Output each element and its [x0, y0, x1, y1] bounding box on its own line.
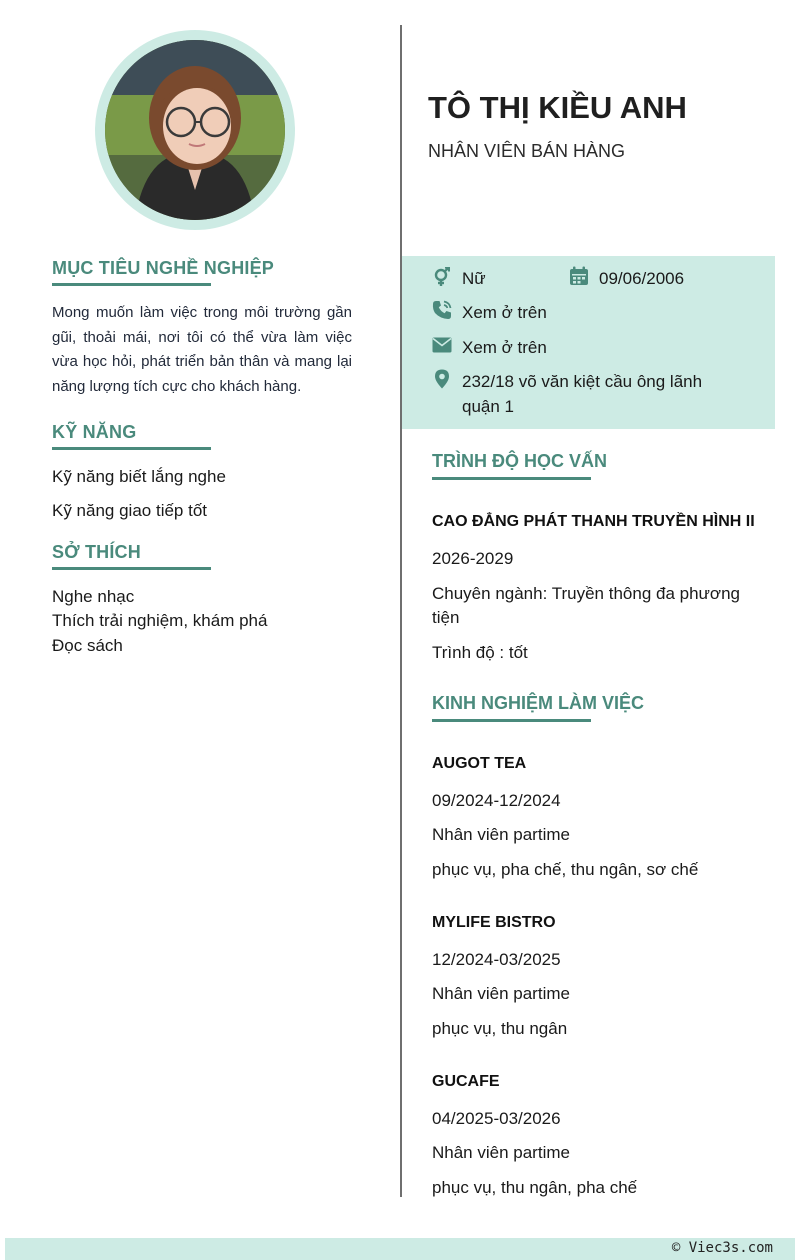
objective-text: Mong muốn làm việc trong môi trường gần gũi, thoải mái, nơi tôi có thể vừa làm việc vừa học hỏi, phát triển bản thân và mang lại năng lượng tích cực cho khách hàng.	[52, 304, 352, 395]
job-role: Nhân viên partime	[432, 984, 570, 1003]
skills-underline	[52, 447, 211, 450]
email-text: Xem ở trên	[462, 338, 547, 357]
phone-icon	[432, 300, 452, 320]
job-period: 12/2024-03/2025	[432, 950, 561, 969]
skill-item: Kỹ năng biết lắng nghe	[52, 467, 226, 486]
education-major-line2: tiện	[432, 608, 460, 627]
education-title: TRÌNH ĐỘ HỌC VẤN	[432, 451, 607, 471]
hobby-item: Đọc sách	[52, 636, 123, 655]
phone-text: Xem ở trên	[462, 303, 547, 322]
job-role: Nhân viên partime	[432, 825, 570, 844]
candidate-position: NHÂN VIÊN BÁN HÀNG	[428, 141, 626, 161]
job-period: 09/2024-12/2024	[432, 791, 561, 810]
hobbies-title: SỞ THÍCH	[52, 542, 141, 562]
experience-underline	[432, 719, 591, 722]
job-duties: phục vụ, thu ngân	[432, 1019, 568, 1038]
job-duties: phục vụ, thu ngân, pha chế	[432, 1178, 638, 1197]
avatar	[105, 40, 285, 220]
job-role: Nhân viên partime	[432, 1143, 570, 1162]
candidate-name: TÔ THỊ KIỀU ANH	[428, 90, 687, 125]
hobby-item: Thích trải nghiệm, khám phá	[52, 611, 268, 630]
avatar-photo-icon	[105, 40, 285, 220]
objective-underline	[52, 283, 211, 286]
mail-icon	[432, 335, 452, 355]
education-level: Trình độ : tốt	[432, 643, 528, 662]
contact-panel	[402, 256, 775, 429]
column-divider	[400, 25, 402, 1197]
school-name: CAO ĐẲNG PHÁT THANH TRUYỀN HÌNH II	[432, 513, 755, 530]
objective-section	[52, 258, 274, 279]
job-company: GUCAFE	[432, 1073, 500, 1090]
skill-item: Kỹ năng giao tiếp tốt	[52, 501, 208, 520]
job-period: 04/2025-03/2026	[432, 1109, 561, 1128]
education-period: 2026-2029	[432, 549, 514, 568]
birthday-text: 09/06/2006	[599, 269, 685, 288]
skills-title: KỸ NĂNG	[52, 422, 137, 442]
footer-bar	[5, 1238, 795, 1260]
experience-title: KINH NGHIỆM LÀM VIỆC	[432, 693, 645, 713]
objective-title: MỤC TIÊU NGHỀ NGHIỆP	[52, 258, 275, 278]
calendar-icon	[569, 266, 589, 286]
job-company: MYLIFE BISTRO	[432, 914, 556, 931]
job-company: AUGOT TEA	[432, 755, 527, 772]
location-icon	[432, 369, 452, 389]
hobby-item: Nghe nhạc	[52, 587, 135, 606]
address-line2: quận 1	[462, 397, 514, 416]
education-underline	[432, 477, 591, 480]
gender-text: Nữ	[462, 269, 486, 288]
gender-icon	[432, 267, 452, 287]
footer-credit[interactable]: © Viec3s.com	[671, 1240, 773, 1256]
job-duties: phục vụ, pha chế, thu ngân, sơ chế	[432, 860, 699, 879]
address-line1: 232/18 võ văn kiệt cầu ông lãnh	[462, 372, 703, 391]
education-major-line1: Chuyên ngành: Truyền thông đa phương	[432, 584, 740, 603]
hobbies-underline	[52, 567, 211, 570]
